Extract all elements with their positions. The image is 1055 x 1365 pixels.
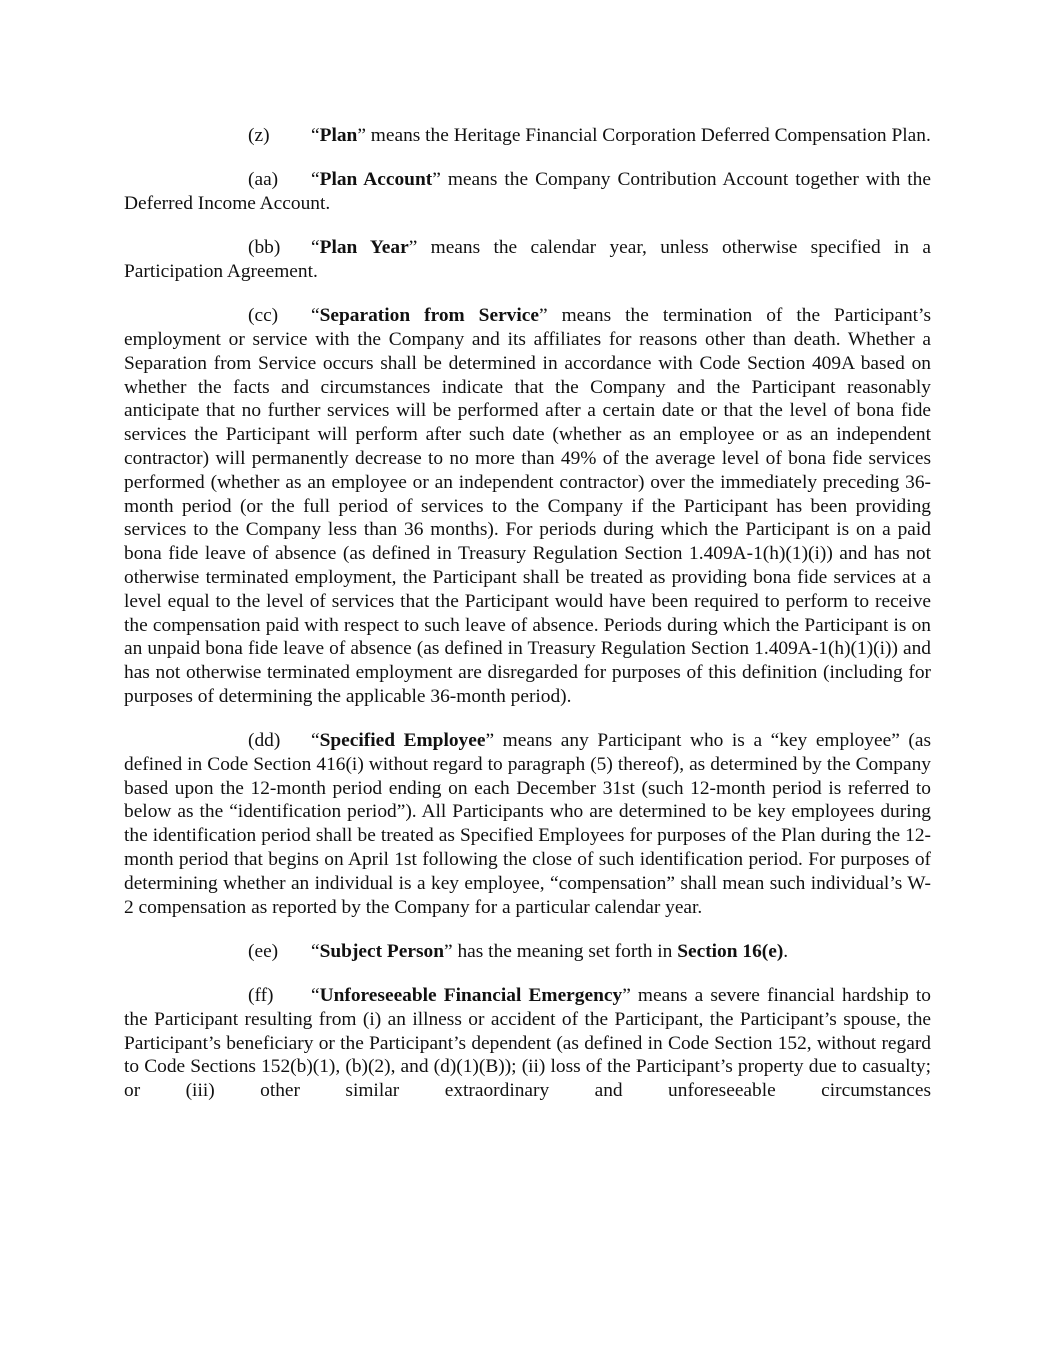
definition-specified-employee: (dd) “Specified Employee” means any Participant who is a “key employee” (as defined in Code Section 416(i) without regard to paragraph (5) thereof), as determined by the Company based upon the 12-month period ending on each December 31st (such 12-month period is referred to below as the “identification period”). All Participants who are determined to be key employees during the identification period shall be treated as Specified Employees for purposes of the Plan during the 12-month period that begins on April 1st following the close of such identification period. For purposes of determining whether an individual is a key employee, “compensation” shall mean such individual’s W-2 compensation as reported by the Company for a particular calendar year.	[124, 730, 931, 918]
definition-text: means any Participant who is a “key employee” (as defined in Code Section 416(i) without regard to paragraph (5) thereof), as determined by the Company based upon the 12-month period ending on each December 31st (such 12-month period is referred to below as the “identification period”). All Participants who are determined to be key employees during the identification period shall be treated as Specified Employees for purposes of the Plan during the 12-month period that begins on April 1st following the close of such identification period. For purposes of determining whether an individual is a key employee, “compensation” shall mean such individual’s W-2 compensation as reported by the Company for a particular calendar year.	[124, 730, 931, 918]
definition-plan-account: (aa) “Plan Account” means the Company Contribution Account together with the Deferred Income Account.	[124, 169, 931, 214]
definition-label: (bb)	[248, 237, 281, 259]
definition-separation-from-service: (cc) “Separation from Service” means the termination of the Participant’s employment or service with the Company and its affiliates for reasons other than death. Whether a Separation from Service occurs shall be determined in accordance with Code Section 409A based on whether the facts and circumstances indicate that the Company and the Participant reasonably anticipate that no further services will be performed after a certain date or that the level of bona fide services the Participant will perform after such date (whether as an employee or as an independent contractor) will permanently decrease to no more than 49% of the average level of bona fide services performed (whether as an employee or an independent contractor) over the immediately preceding 36-month period (or the full period of services to the Company if the Participant has been providing services to the Company less than 36 months). For periods during which the Participant is on a paid bona fide leave of absence (as defined in Treasury Regulation Section 1.409A-1(h)(1)(i)) and has not otherwise terminated employment, the Participant shall be treated as providing bona fide services at a level equal to the level of services that the Participant would have been required to perform to receive the compensation paid with respect to such leave of absence. Periods during which the Participant is on an unpaid bona fide leave of absence (as defined in Treasury Regulation Section 1.409A-1(h)(1)(i)) and has not otherwise terminated employment are disregarded for purposes of this definition (including for purposes of determining the applicable 36-month period).	[124, 305, 931, 707]
definition-text: means the calendar year, unless otherwise specified in a Participation Agreement.	[124, 237, 931, 282]
definition-subject-person: (ee) “Subject Person” has the meaning set forth in Section 16(e).	[248, 940, 789, 962]
defined-term: Plan Account	[319, 169, 433, 191]
definition-text: has the meaning set forth in	[452, 940, 678, 962]
definition-text: means a severe financial hardship to the Participant resulting from (i) an illness or accident of the Participant, the Participant’s spouse, the Participant’s beneficiary or the Participant’s dependent (as defined in Code Section 152, without regard to Code Sections 152(b)(1), (b)(2), and (d)(1)(B)); (ii) loss of the Participant’s property due to casualty; or (iii) other similar extraordinary and unforeseeable circumstances	[124, 985, 931, 1102]
definition-label: (aa)	[248, 169, 279, 191]
section-reference: Section 16(e)	[677, 940, 784, 962]
defined-term: Specified Employee	[319, 730, 486, 752]
definition-label: (dd)	[248, 730, 281, 752]
defined-term: Plan	[319, 125, 358, 146]
document-page	[124, 124, 931, 1123]
definition-unforeseeable-financial-emergency: (ff) “Unforeseeable Financial Emergency” means a severe financial hardship to the Participant resulting from (i) an illness or accident of the Participant, the Participant’s spouse, the Participant’s beneficiary or the Participant’s dependent (as defined in Code Section 152, without regard to Code Sections 152(b)(1), (b)(2), and (d)(1)(B)); (ii) loss of the Participant’s property due to casualty; or (iii) other similar extraordinary and unforeseeable circumstances	[124, 985, 931, 1102]
definition-tail: .	[783, 940, 789, 962]
definition-text: means the termination of the Participant’s employment or service with the Company and its affiliates for reasons other than death. Whether a Separation from Service occurs shall be determined in accordance with Code Section 409A based on whether the facts and circumstances indicate that the Company and the Participant reasonably anticipate that no further services will be performed after a certain date or that the level of bona fide services the Participant will perform after such date (whether as an employee or as an independent contractor) will permanently decrease to no more than 49% of the average level of bona fide services performed (whether as an employee or an independent contractor) over the immediately preceding 36-month period (or the full period of services to the Company if the Participant has been providing services to the Company less than 36 months). For periods during which the Participant is on a paid bona fide leave of absence (as defined in Treasury Regulation Section 1.409A-1(h)(1)(i)) and has not otherwise terminated employment, the Participant shall be treated as providing bona fide services at a level equal to the level of services that the Participant would have been required to perform to receive the compensation paid with respect to such leave of absence. Periods during which the Participant is on an unpaid bona fide leave of absence (as defined in Treasury Regulation Section 1.409A-1(h)(1)(i)) and has not otherwise terminated employment are disregarded for purposes of this definition (including for purposes of determining the applicable 36-month period).	[124, 305, 931, 707]
definition-plan-year: (bb) “Plan Year” means the calendar year, unless otherwise specified in a Participation Agreement.	[124, 237, 931, 282]
definition-label: (ff)	[248, 985, 274, 1007]
definition-label: (z)	[248, 125, 270, 146]
defined-term: Unforeseeable Financial Emergency	[319, 985, 623, 1007]
definition-label: (ee)	[248, 940, 279, 962]
definition-text: means the Heritage Financial Corporation Deferred Compensation Plan.	[365, 125, 931, 146]
defined-term: Plan Year	[319, 237, 409, 259]
definition-plan: (z) “Plan” means the Heritage Financial Corporation Deferred Compensation Plan.	[248, 125, 931, 146]
defined-term: Subject Person	[319, 940, 445, 962]
defined-term: Separation from Service	[319, 305, 539, 327]
definition-text: means the Company Contribution Account together with the Deferred Income Account.	[124, 169, 931, 214]
definition-label: (cc)	[248, 305, 279, 327]
